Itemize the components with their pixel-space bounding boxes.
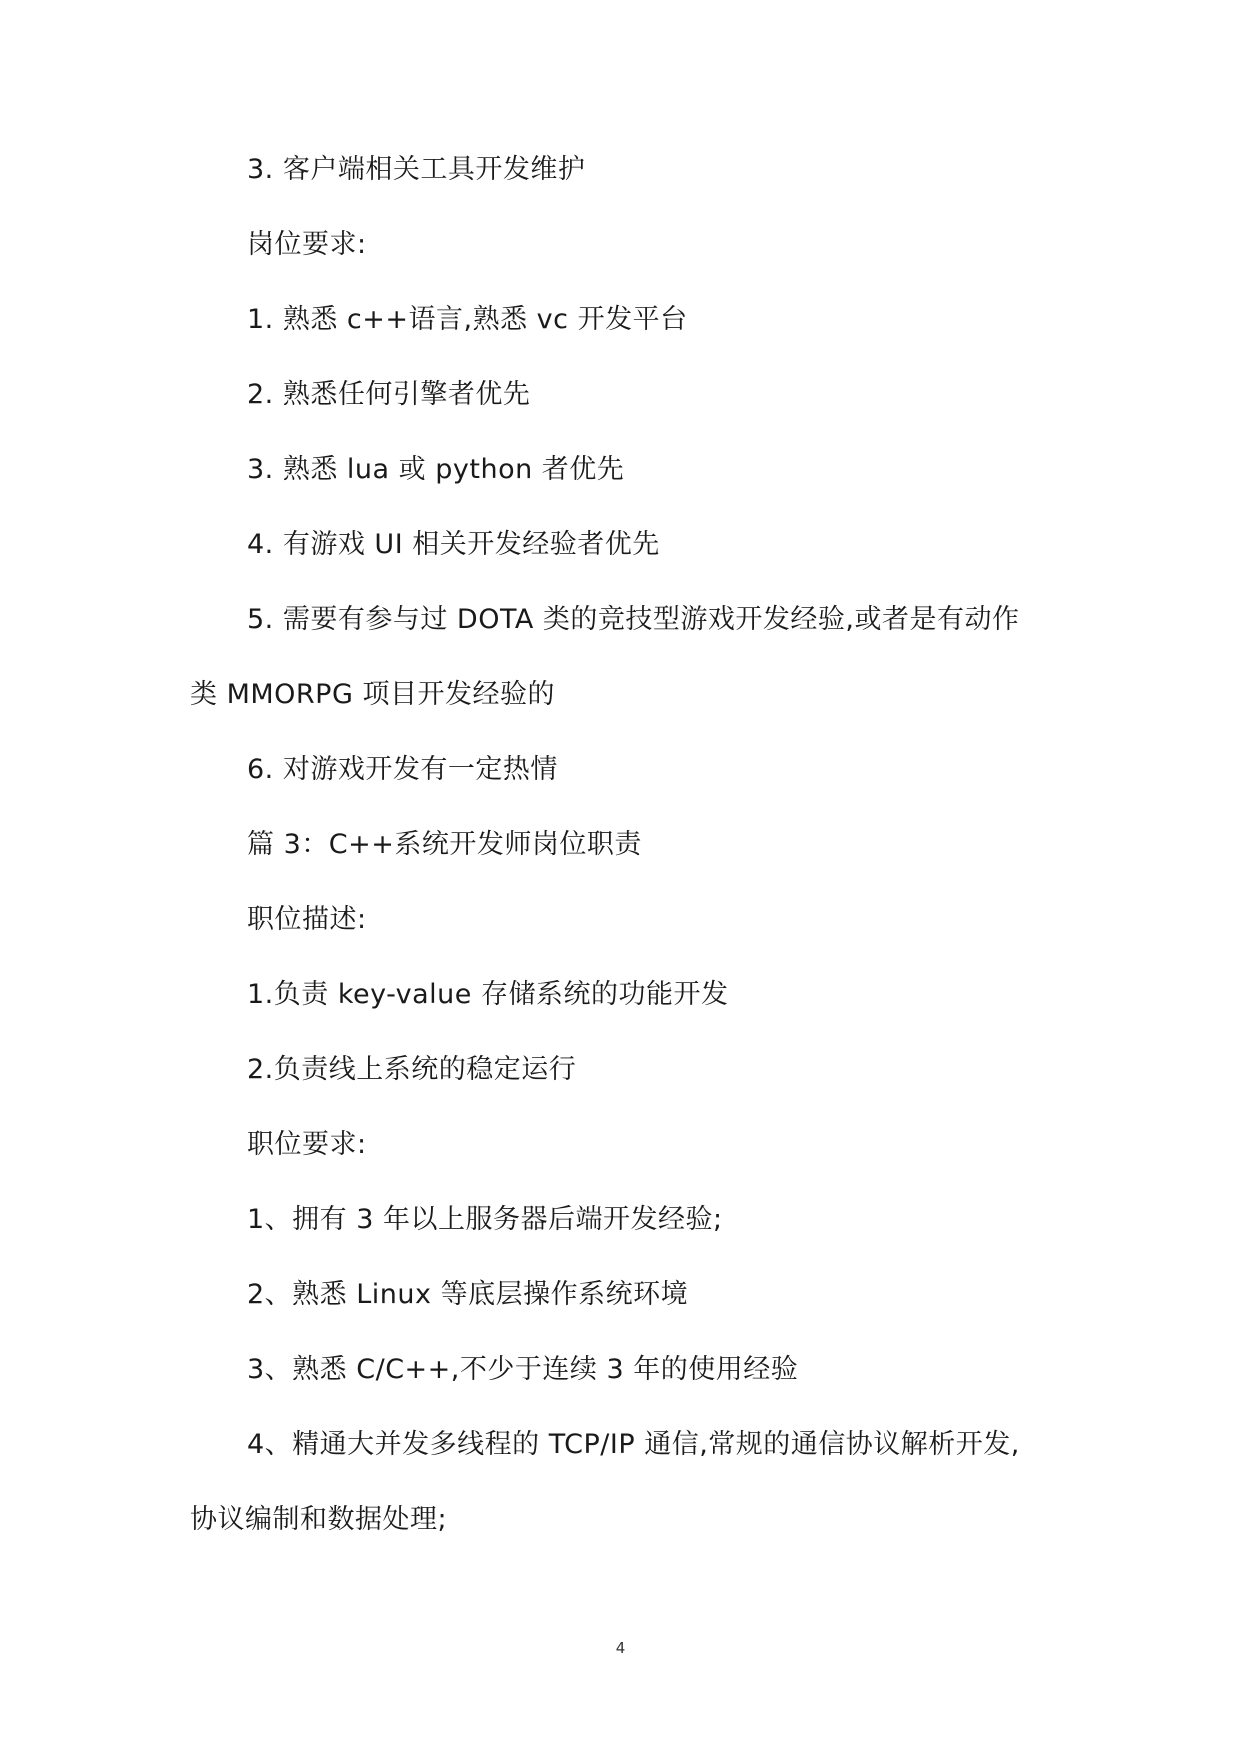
text-line-continuation: 类 MMORPG 项目开发经验的 xyxy=(190,679,555,710)
text-line-continuation: 协议编制和数据处理; xyxy=(190,1504,448,1535)
section-heading: 职位描述: xyxy=(247,904,367,935)
text-line: 3. 熟悉 lua 或 python 者优先 xyxy=(247,454,625,485)
text-line: 6. 对游戏开发有一定热情 xyxy=(247,754,558,785)
text-line: 3、熟悉 C/C++,不少于连续 3 年的使用经验 xyxy=(247,1354,799,1385)
text-line: 3. 客户端相关工具开发维护 xyxy=(247,154,586,185)
text-line: 1、拥有 3 年以上服务器后端开发经验; xyxy=(247,1204,723,1235)
text-line: 2、熟悉 Linux 等底层操作系统环境 xyxy=(247,1279,689,1310)
chapter-heading: 篇 3：C++系统开发师岗位职责 xyxy=(247,829,642,860)
section-heading: 岗位要求: xyxy=(247,229,367,260)
text-line: 2. 熟悉任何引擎者优先 xyxy=(247,379,531,410)
text-line: 5. 需要有参与过 DOTA 类的竞技型游戏开发经验,或者是有动作 xyxy=(247,604,1020,635)
page-number: 4 xyxy=(615,1639,626,1657)
section-heading: 职位要求: xyxy=(247,1129,367,1160)
text-line: 4. 有游戏 UI 相关开发经验者优先 xyxy=(247,529,660,560)
text-line: 4、精通大并发多线程的 TCP/IP 通信,常规的通信协议解析开发, xyxy=(247,1429,1020,1460)
text-line: 1.负责 key-value 存储系统的功能开发 xyxy=(247,979,729,1010)
text-line: 1. 熟悉 c++语言,熟悉 vc 开发平台 xyxy=(247,304,688,335)
text-line: 2.负责线上系统的稳定运行 xyxy=(247,1054,577,1085)
